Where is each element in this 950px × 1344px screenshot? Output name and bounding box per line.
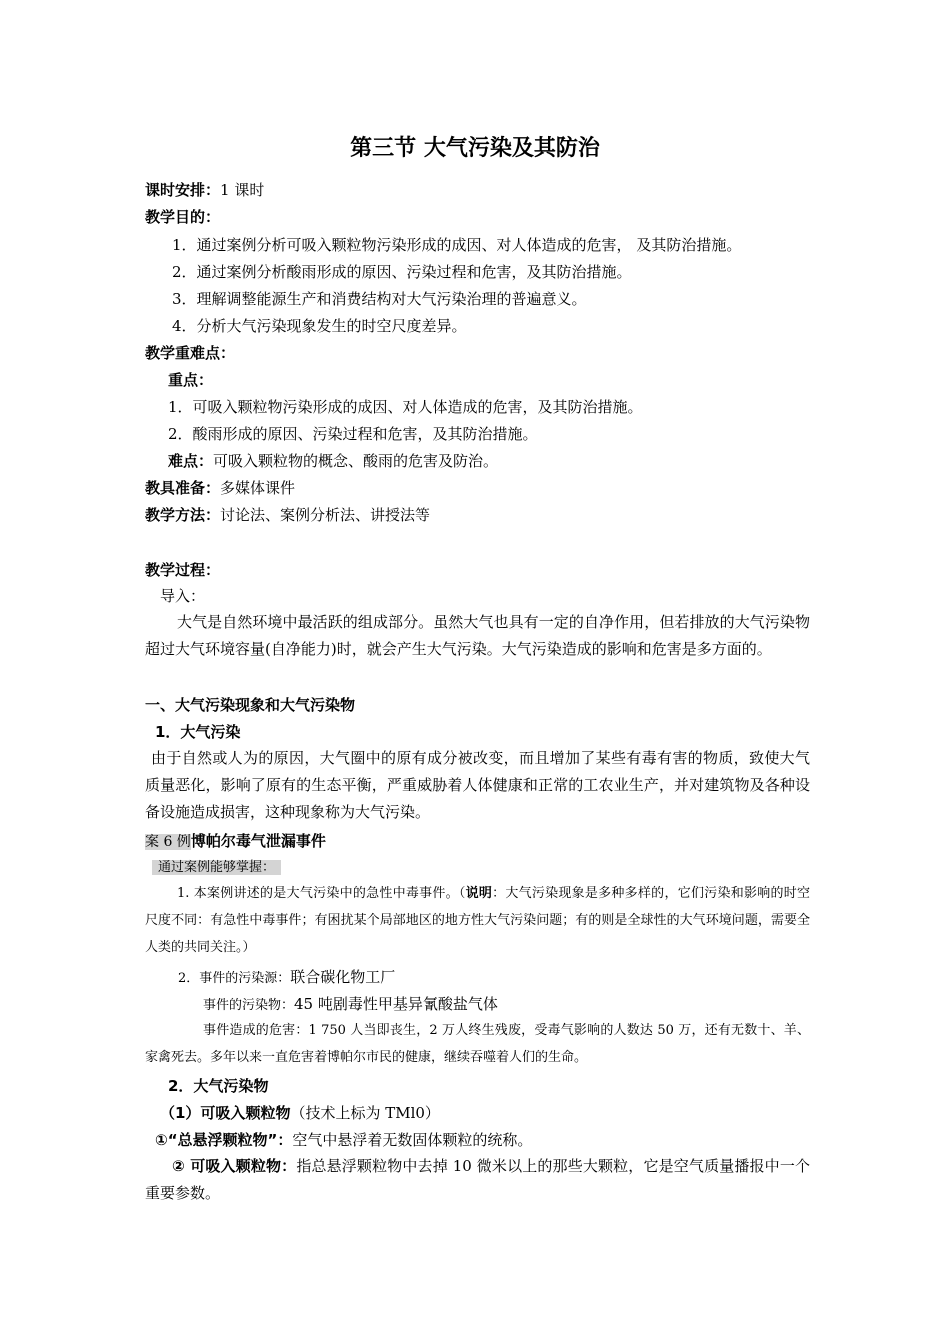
case-pollutant [203, 994, 498, 1016]
case-item2-value: 联合碳化物工厂 [290, 968, 396, 986]
process-label: 教学过程： [145, 561, 221, 579]
case-harm: 事件造成的危害：1 750 人当即丧生，2 万人终生残废，受毒气影响的人数达 50 万，还有无数十、羊、家禽死去。多年以来一直危害着博帕尔市民的健康，继续吞噬着人们的生命。 [145, 1023, 810, 1065]
case-title: 博帕尔毒气泄漏事件 [190, 832, 326, 850]
tsp-line [155, 1130, 532, 1150]
case-item1-bold: 说明 [465, 886, 493, 901]
tools-value: 多媒体课件 [220, 479, 296, 497]
pm-paragraph [145, 1153, 810, 1207]
tsp-definition: 空气中悬浮着无数固体颗粒的统称。 [292, 1131, 533, 1149]
focus-item: 2．酸雨形成的原因、污染过程和危害，及其防治措施。 [168, 425, 538, 443]
case-item2-label: 2．事件的污染源： [178, 971, 291, 986]
objective-item: 2．通过案例分析酸雨形成的原因、污染过程和危害，及其防治措施。 [172, 263, 632, 281]
pm-definition: 指总悬浮颗粒物中去掉 10 微米以上的那些大颗粒，它是空气质量播报中一个重要参数。 [145, 1157, 810, 1202]
schedule-line [145, 180, 264, 200]
section1-heading: 一、大气污染现象和大气污染物 [145, 696, 356, 714]
objective-item: 4．分析大气污染现象发生的时空尺度差异。 [172, 317, 467, 335]
case-item1 [145, 880, 810, 961]
schedule-label: 课时安排： [145, 181, 221, 199]
tools-label: 教具准备： [145, 479, 221, 497]
pm-term: ② 可吸入颗粒物： [172, 1157, 297, 1175]
air-pollution-paragraph: 由于自然或人为的原因，大气圈中的原有成分被改变，而且增加了某些有毒有害的物质，致使大气质量恶化，影响了原有的生态平衡，严重威胁着人体健康和正常的工农业生产，并对建筑物及各种设备设施造成损害，这种现象称为大气污染。 [145, 749, 810, 821]
case-pollutant-value: 45 吨剧毒性甲基异氰酸盐气体 [294, 995, 498, 1013]
case-item1-post: ：大气污染现象是多种多样的，它们污染和影响的时空尺度不同：有急性中毒事件；有困扰某个局部地区的地方性大气污染问题；有的则是全球性的大气环境问题，需要全人类的共同关注。） [145, 886, 810, 955]
difficulty-text: 可吸入颗粒物的概念、酸雨的危害及防治。 [213, 452, 499, 470]
case-grasp: 通过案例能够掌握： [152, 860, 281, 875]
intro-label: 导入： [160, 587, 206, 605]
section1-sub2: 2．大气污染物 [168, 1077, 269, 1095]
tsp-term: ①“总悬浮颗粒物”： [155, 1131, 293, 1149]
objective-item: 1．通过案例分析可吸入颗粒物污染形成的成因、对人体造成的危害， 及其防治措施。 [172, 236, 742, 254]
difficulty-line [168, 451, 498, 471]
sub2-item1-label: （1）可吸入颗粒物 [160, 1104, 291, 1122]
section1-sub1: 1．大气污染 [155, 723, 241, 741]
case-item2 [178, 967, 395, 989]
focus-item: 1．可吸入颗粒物污染形成的成因、对人体造成的危害，及其防治措施。 [168, 398, 643, 416]
case-line [145, 831, 326, 852]
case-grasp-line [152, 858, 281, 878]
intro-paragraph: 大气是自然环境中最活跃的组成部分。虽然大气也具有一定的自净作用，但若排放的大气污染物超过大气环境容量(自净能力)时，就会产生大气污染。大气污染造成的影响和危害是多方面的。 [145, 613, 810, 658]
difficulty-label: 难点： [168, 452, 214, 470]
sub2-item1-note: （技术上标为 TMl0） [290, 1104, 440, 1122]
page-title: 第三节 大气污染及其防治 [350, 136, 600, 161]
focus-label: 重点： [168, 371, 214, 389]
methods-label: 教学方法： [145, 506, 221, 524]
case-item1-pre: 1. 本案例讲述的是大气污染中的急性中毒事件。（ [177, 886, 466, 901]
methods-value: 讨论法、案例分析法、讲授法等 [220, 506, 431, 524]
keypoints-label: 教学重难点： [145, 344, 236, 362]
case-tag: 案 6 例 [145, 834, 191, 850]
case-pollutant-label: 事件的污染物： [203, 998, 295, 1013]
methods-line [145, 505, 430, 525]
objectives-label: 教学目的： [145, 208, 221, 226]
tools-line [145, 478, 295, 498]
schedule-value: 1 课时 [220, 181, 265, 199]
sub2-item1 [160, 1103, 440, 1123]
objective-item: 3．理解调整能源生产和消费结构对大气污染治理的普遍意义。 [172, 290, 587, 308]
